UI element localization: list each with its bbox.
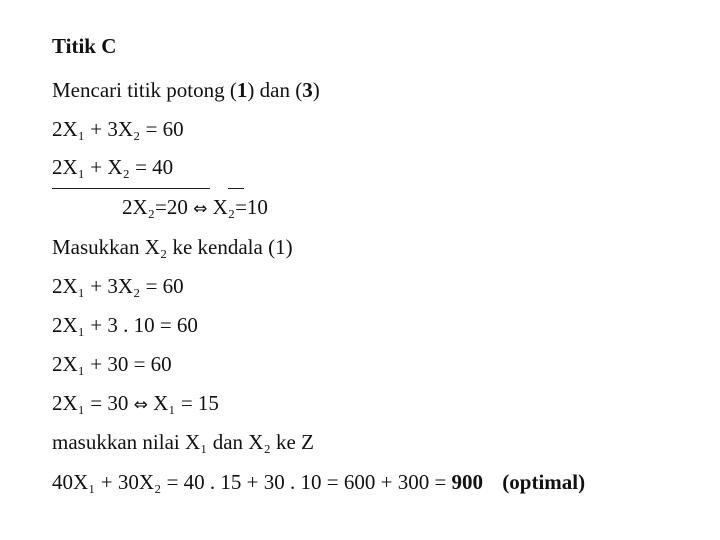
z-note: masukkan nilai X₁ dan X₂ ke Z	[52, 430, 314, 454]
elimination-solution: X₂=10	[212, 195, 268, 219]
equation-1: 2X₁ + 3X₂ = 60	[52, 117, 184, 141]
page-title: Titik C	[52, 34, 117, 58]
intro-text-a: Mencari titik potong (	[52, 78, 237, 102]
elimination-line	[122, 197, 268, 218]
elimination-result: 2X₂=20	[122, 195, 188, 219]
equation-2: 2X₁ + X₂ = 40	[52, 155, 174, 179]
substitution-step-1: 2X₁ + 3X₂ = 60	[52, 274, 184, 298]
objective-calculation	[52, 472, 585, 493]
equivalence-arrow-icon: ⇔	[133, 395, 148, 415]
optimal-label: (optimal)	[502, 470, 586, 494]
substitute-note: Masukkan X₂ ke kendala (1)	[52, 235, 293, 259]
step-4-right: X₁ = 15	[153, 391, 219, 415]
substitution-step-4	[52, 393, 219, 414]
step-4-left: 2X₁ = 30	[52, 391, 129, 415]
objective-value: 900	[451, 470, 484, 494]
overline-mark	[228, 188, 244, 189]
subtraction-rule	[52, 188, 210, 189]
substitution-step-2: 2X₁ + 3 . 10 = 60	[52, 313, 198, 337]
objective-expression: 40X₁ + 30X₂ = 40 . 15 + 30 . 10 = 600 + 300 =	[52, 470, 452, 494]
substitution-step-3: 2X₁ + 30 = 60	[52, 352, 172, 376]
intro-num-1: 1	[236, 78, 248, 102]
intro-line	[52, 80, 320, 101]
intro-num-3: 3	[302, 78, 313, 102]
equivalence-arrow-icon: ⇔	[193, 199, 208, 219]
intro-text-b: ) dan (	[247, 78, 303, 102]
intro-text-c: )	[312, 78, 320, 102]
